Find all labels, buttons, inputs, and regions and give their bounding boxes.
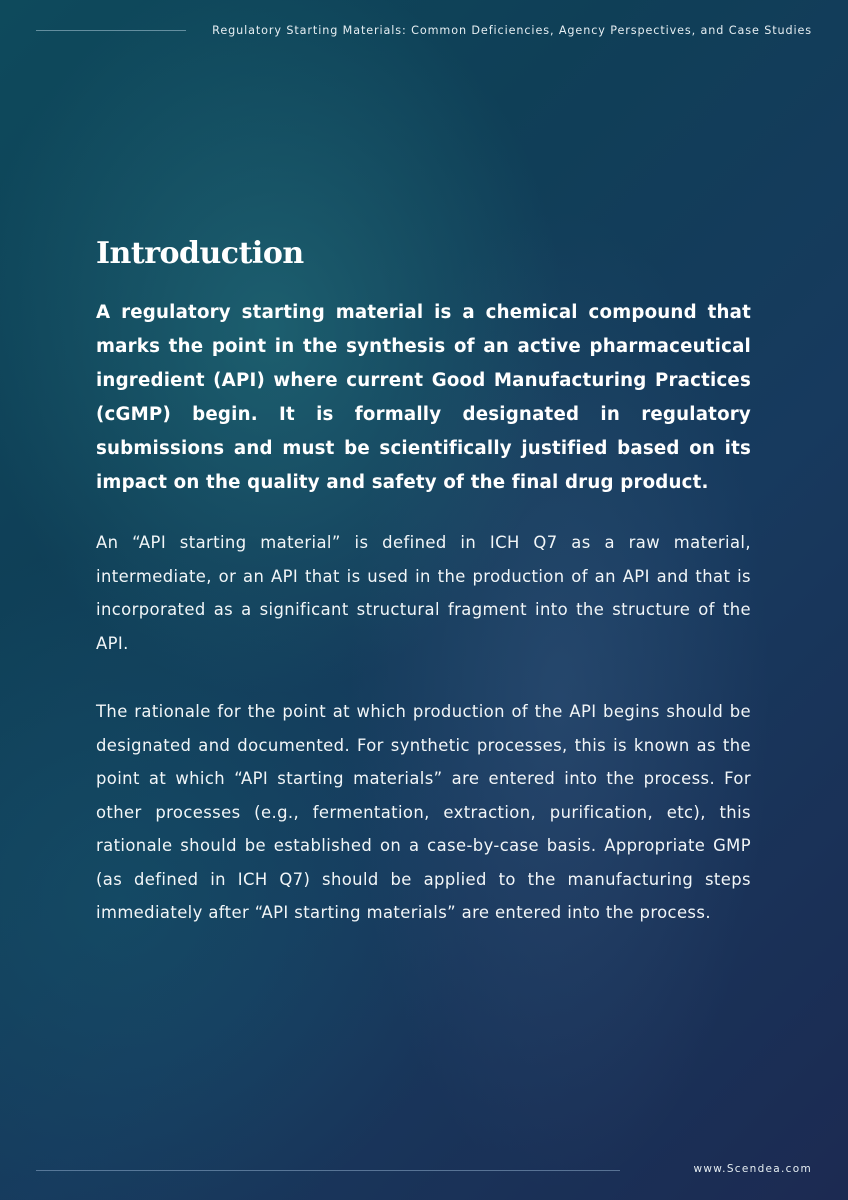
section-heading: Introduction <box>96 236 304 271</box>
footer-divider <box>36 1170 620 1171</box>
body-paragraph-rationale: The rationale for the point at which production of the API begins should be designated and documented. For synthetic processes, this is known as the point at which “API starting materials” are entered into the process. For other processes (e.g., fermentation, extraction, purification, etc), this rationale should be established on a case-by-case basis. Appropriate GMP (as defined in ICH Q7) should be applied to the manufacturing steps immediately after “API starting materials” are entered into the process. <box>96 702 751 922</box>
running-header-title: Regulatory Starting Materials: Common Deficiencies, Agency Perspectives, and Case Studies <box>212 24 812 37</box>
body-paragraph-definition: An “API starting material” is defined in ICH Q7 as a raw material, intermediate, or an API that is used in the production of an API and that is incorporated as a significant structural fragment into the structure of the API. <box>96 533 751 653</box>
footer-website[interactable]: www.Scendea.com <box>693 1163 812 1175</box>
lead-paragraph: A regulatory starting material is a chemical compound that marks the point in the synthesis of an active pharmaceutical ingredient (API) where current Good Manufacturing Practices (cGMP) begin. It is formally designated in regulatory submissions and must be scientifically justified based on its impact on the quality and safety of the final drug product. <box>96 302 751 493</box>
header-divider <box>36 30 186 31</box>
main-content <box>96 232 751 965</box>
